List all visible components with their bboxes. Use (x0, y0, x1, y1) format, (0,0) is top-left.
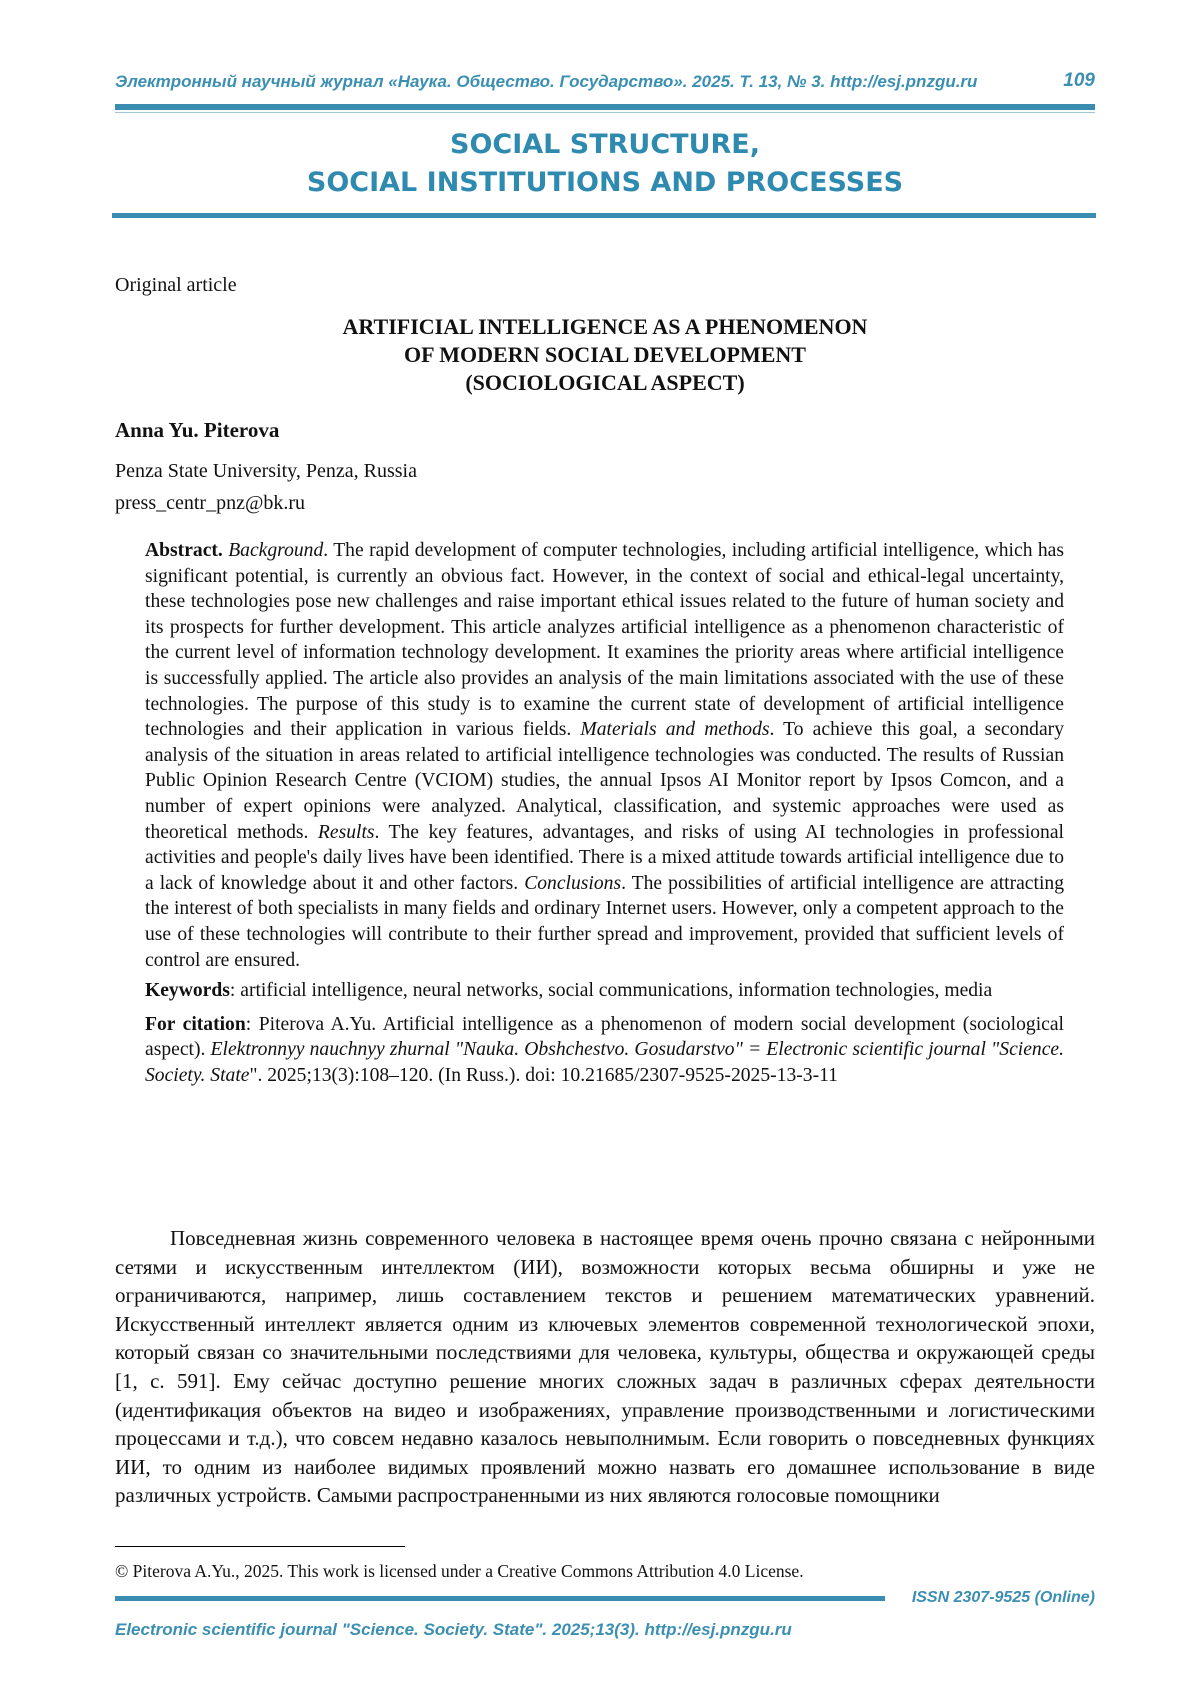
section-title-line-1: SOCIAL STRUCTURE, (450, 129, 760, 160)
header-rule-thin (115, 112, 1095, 113)
abstract-background-label: Background (228, 540, 324, 561)
citation-text-2: ". 2025;13(3):108–120. (In Russ.). doi: 10.21685/2307-9525-2025-13-3-11 (249, 1064, 838, 1086)
article-title-line-2: OF MODERN SOCIAL DEVELOPMENT (404, 342, 806, 367)
author-name: Anna Yu. Piterova (115, 418, 280, 442)
abstract-results-label: Results (317, 821, 375, 843)
article-type: Original article (115, 274, 237, 296)
keywords-text: : artificial intelligence, neural networks, social communications, information technologies, media (229, 980, 993, 1002)
abstract-methods-text: . To achieve this goal, a secondary analysis of the situation in areas related to artificial intelligence technologies was conducted. The results of Russian Public Opinion Research Centre (VCIOM) studies, the annual Ipsos AI Monitor report by Ipsos Comcon, and a number of expert opinions were analyzed. Analytical, classification, and systemic approaches were used as theoretical methods. (145, 719, 1065, 843)
section-title (115, 126, 1095, 202)
keywords-label: Keywords (145, 980, 230, 1002)
article-title-line-3: (SOCIOLOGICAL ASPECT) (465, 370, 745, 395)
article-title-line-1: ARTIFICIAL INTELLIGENCE AS A PHENOMENON (342, 314, 868, 339)
footer-journal-citation: Electronic scientific journal "Science. Society. State". 2025;13(3). http://esj.pnzgu.ru (115, 1620, 792, 1639)
header-rule (115, 104, 1095, 110)
issn-label: ISSN 2307-9525 (Online) (911, 1589, 1095, 1606)
citation-label: For citation (145, 1013, 246, 1035)
body-paragraph-1: Повседневная жизнь современного человека в настоящее время очень прочно связана с нейронными сетями и искусственным интеллектом (ИИ), возможности которых весьма обширны и уже не ограничиваются, например, лишь составлением текстов и решением математических уравнений. Искусственный интеллект является одним из ключевых элементов современной технологической эпохи, который связан со значительными последствиями для человека, культуры, общества и окружающей среды [1, с. 591]. Ему сейчас доступно решение многих сложных задач в различных сферах деятельности (идентификация объектов на видео и изображениях, управление производственными и логистическими процессами и т.д.), что совсем недавно казалось невыполнимым. Если говорить о повседневных функциях ИИ, то одним из наиболее видимых проявлений можно назвать его домашнее использование в виде различных устройств. Самыми распространенными из них являются голосовые помощники (115, 1226, 1095, 1508)
footnote-rule (115, 1546, 405, 1547)
abstract-label: Abstract. (145, 540, 223, 561)
running-header (115, 72, 1095, 96)
header-journal-citation: Электронный научный журнал «Наука. Общество. Государство». 2025. Т. 13, № 3. http://esj.pnzgu.ru (115, 72, 978, 91)
copyright-footnote: © Piterova A.Yu., 2025. This work is licensed under a Creative Commons Attribution 4.0 License. (115, 1561, 804, 1581)
abstract-results-text: . The key features, advantages, and risks of using AI technologies in professional activities and people's daily lives have been identified. There is a mixed attitude towards artificial intelligence due to a lack of knowledge about it and other factors. (145, 821, 1064, 894)
article-title (115, 313, 1095, 397)
abstract-background-text: . The rapid development of computer technologies, including artificial intelligence, which has significant potential, is currently an obvious fact. However, in the context of social and ethical-legal uncertainty, these technologies pose new challenges and raise important ethical issues related to the future of human society and its prospects for further development. This article analyzes artificial intelligence as a phenomenon characteristic of the current level of information technology development. It examines the priority areas where artificial intelligence is successfully applied. The article also provides an analysis of the main limitations associated with the use of these technologies. The purpose of this study is to examine the current state of development of artificial intelligence technologies and their application in various fields. (145, 540, 1064, 741)
section-rule (112, 213, 1096, 218)
section-title-line-2: SOCIAL INSTITUTIONS AND PROCESSES (306, 167, 904, 198)
footer-rule (115, 1596, 885, 1601)
page-number: 109 (1063, 70, 1095, 91)
abstract-conclusions-label: Conclusions (524, 872, 622, 894)
abstract-block (145, 538, 1064, 1088)
keywords (145, 978, 1064, 1004)
abstract-methods-label: Materials and methods (580, 719, 770, 741)
citation (145, 1012, 1064, 1089)
author-email[interactable]: press_centr_pnz@bk.ru (115, 492, 306, 514)
citation-journal: Elektronnyy nauchnyy zhurnal "Nauka. Obshchestvo. Gosudarstvo" = Electronic scientific journal "Science. Society. State (145, 1039, 1064, 1086)
abstract-conclusions-text: . The possibilities of artificial intelligence are attracting the interest of both specialists in many fields and ordinary Internet users. However, only a competent approach to the use of these technologies will contribute to their further spread and improvement, provided that sufficient levels of control are ensured. (145, 872, 1064, 971)
abstract (145, 538, 1064, 973)
citation-text-1: : Piterova A.Yu. Artificial intelligence as a phenomenon of modern social development (sociological aspect). (145, 1013, 1064, 1061)
body-text (115, 1224, 1095, 1510)
author-affiliation: Penza State University, Penza, Russia (115, 460, 417, 482)
